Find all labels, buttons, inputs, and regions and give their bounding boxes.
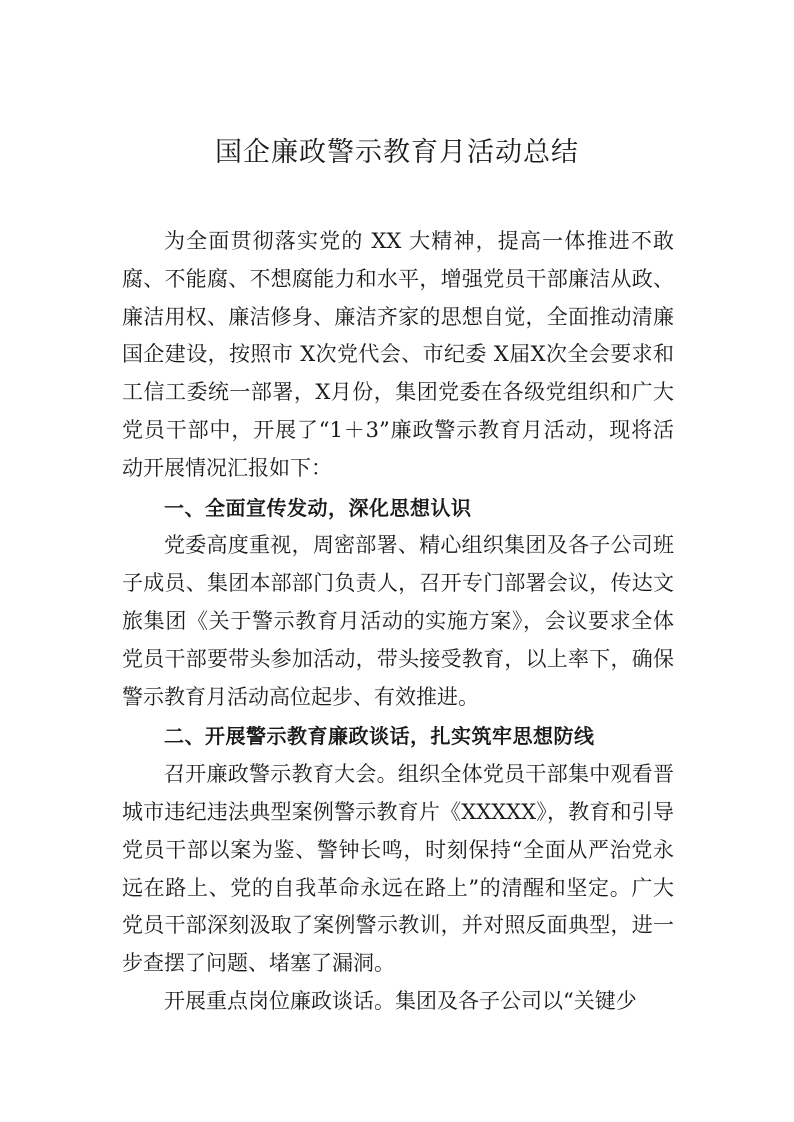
document-body [122, 223, 674, 1021]
section-heading-1: 一、全面宣传发动，深化思想认识 [164, 495, 472, 520]
section-2-paragraph-2: 开展重点岗位廉政谈话。集团及各子公司以“关键少 [164, 988, 637, 1013]
intro-paragraph: 为全面贯彻落实党的 XX 大精神，提高一体推进不敢腐、不能腐、不想腐能力和水平，增强党员干部廉洁从政、廉洁用权、廉洁修身、廉洁齐家的思想自觉，全面推动清廉国企建设，按照市 X次党代会、市纪委 X届X次全会要求和工信工委统一部署，X月份，集团党委在各级党组织和广大党员干部中，开展了“1＋3”廉政警示教育月活动，现将活动开展情况汇报如下： [122, 229, 674, 480]
section-2-paragraph-1: 召开廉政警示教育大会。组织全体党员干部集中观看晋城市违纪违法典型案例警示教育片《XXXXX》，教育和引导 党员干部以案为鉴、警钟长鸣，时刻保持“全面从严治党永远在路上、党的自我革命永远在路上”的清醒和坚定。广大党员干部深刻汲取了案例警示教训，并对照反面典型，进一步查摆了问题、堵塞了漏洞。 [122, 762, 674, 976]
document-title: 国企廉政警示教育月活动总结 [215, 137, 579, 168]
section-heading-2: 二、开展警示教育廉政谈话，扎实筑牢思想防线 [164, 724, 595, 749]
section-1-paragraph: 党委高度重视，周密部署、精心组织集团及各子公司班子成员、集团本部部门负责人，召开专门部署会议，传达文 旅集团《关于警示教育月活动的实施方案》，会议要求全体党员干部要带头参加活动，带头接受教育，以上率下，确保警示教育月活动高位起步、有效推进。 [122, 533, 674, 709]
